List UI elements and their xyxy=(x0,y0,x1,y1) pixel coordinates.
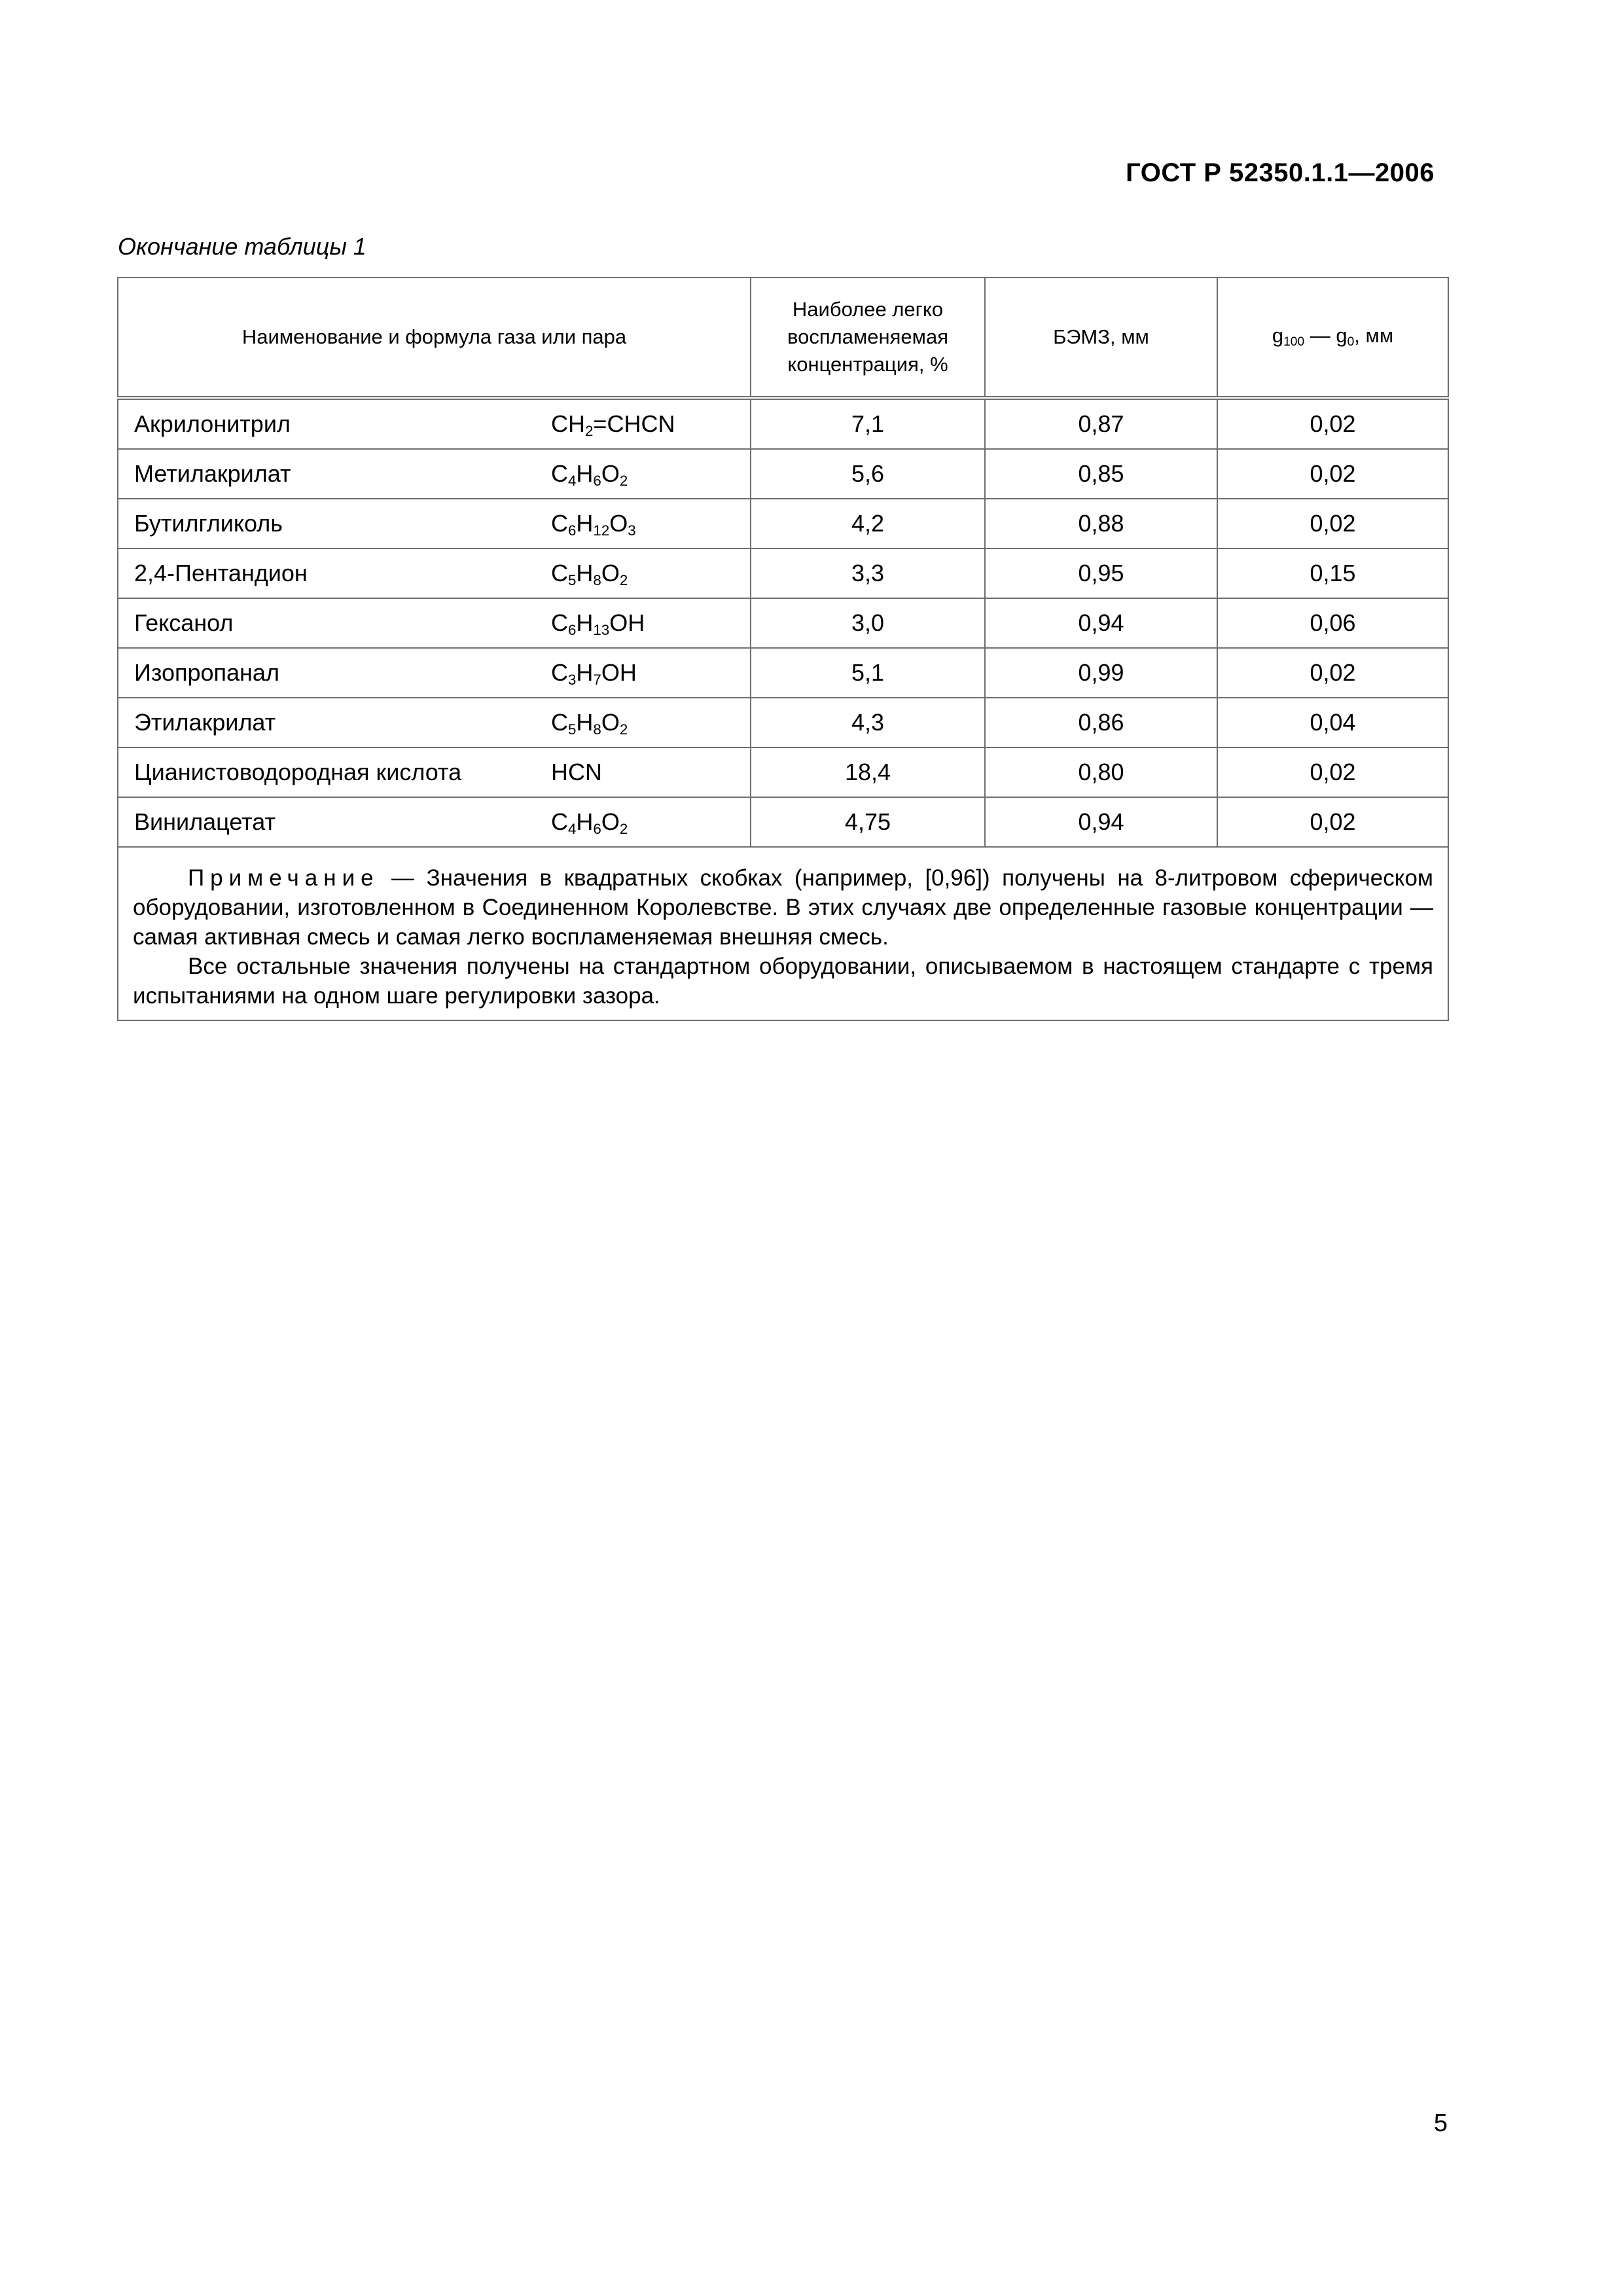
gas-formula-cell xyxy=(544,548,751,598)
bemz-cell: 0,85 xyxy=(985,449,1217,499)
concentration-cell: 5,6 xyxy=(751,449,985,499)
formula-text: H xyxy=(576,659,594,686)
concentration-cell: 3,0 xyxy=(751,598,985,648)
gas-name-cell: Винилацетат xyxy=(118,797,544,847)
formula-text: O xyxy=(601,460,620,487)
note-label: Примечание xyxy=(188,865,380,891)
concentration-cell: 5,1 xyxy=(751,648,985,698)
gap-difference-cell: 0,02 xyxy=(1217,449,1448,499)
header-bemz: БЭМЗ, мм xyxy=(985,278,1217,398)
gas-formula-cell xyxy=(544,499,751,548)
formula-text: O xyxy=(601,709,620,736)
gas-formula-cell xyxy=(544,747,751,797)
note-cell xyxy=(118,847,1448,1020)
formula-text: C xyxy=(551,709,568,736)
formula-text: O xyxy=(601,560,620,586)
formula-subscript: 7 xyxy=(593,672,601,689)
gap-difference-cell: 0,02 xyxy=(1217,797,1448,847)
bemz-cell: 0,88 xyxy=(985,499,1217,548)
table-row xyxy=(118,797,1448,847)
note-paragraph-2: Все остальные значения получены на стандартном оборудовании, описываемом в настоящем стандарте с тремя испытаниями на одном шаге регулировки зазора. xyxy=(133,954,1433,1009)
gas-name-cell: Гексанол xyxy=(118,598,544,648)
table-row xyxy=(118,648,1448,698)
table-row xyxy=(118,598,1448,648)
formula-subscript: 12 xyxy=(593,522,610,539)
formula-subscript: 6 xyxy=(593,821,601,838)
bemz-cell: 0,86 xyxy=(985,698,1217,747)
formula-text: H xyxy=(576,560,594,586)
concentration-cell: 4,3 xyxy=(751,698,985,747)
concentration-cell: 4,75 xyxy=(751,797,985,847)
gas-name-cell: Акрилонитрил xyxy=(118,398,544,449)
bemz-cell: 0,94 xyxy=(985,797,1217,847)
formula-subscript: 2 xyxy=(619,473,628,490)
header-gap-sub-0: 0 xyxy=(1347,334,1355,349)
formula-text: C xyxy=(551,460,568,487)
document-code: ГОСТ Р 52350.1.1—2006 xyxy=(1126,158,1435,187)
gas-formula-cell xyxy=(544,398,751,449)
gas-name-cell: Изопропанал xyxy=(118,648,544,698)
table-body xyxy=(118,398,1448,847)
gas-formula-cell xyxy=(544,648,751,698)
formula-subscript: 8 xyxy=(593,572,601,589)
formula-subscript: 3 xyxy=(568,672,577,689)
gas-formula-cell xyxy=(544,449,751,499)
formula-subscript: 5 xyxy=(568,572,577,589)
table-row xyxy=(118,499,1448,548)
gap-difference-cell: 0,15 xyxy=(1217,548,1448,598)
gas-formula-cell xyxy=(544,698,751,747)
table-header-row xyxy=(118,278,1448,398)
gas-name-cell: Бутилгликоль xyxy=(118,499,544,548)
formula-text: C xyxy=(551,808,568,835)
table-row xyxy=(118,449,1448,499)
formula-subscript: 2 xyxy=(619,572,628,589)
gap-difference-cell: 0,02 xyxy=(1217,398,1448,449)
formula-text: C xyxy=(551,609,568,636)
gap-difference-cell: 0,04 xyxy=(1217,698,1448,747)
formula-subscript: 4 xyxy=(568,821,577,838)
formula-text: H xyxy=(576,460,594,487)
gap-difference-cell: 0,02 xyxy=(1217,499,1448,548)
formula-subscript: 6 xyxy=(568,522,577,539)
gas-formula-cell xyxy=(544,598,751,648)
gas-formula-cell xyxy=(544,797,751,847)
formula-subscript: 2 xyxy=(585,423,594,440)
gas-name-cell: Метилакрилат xyxy=(118,449,544,499)
header-name-formula: Наименование и формула газа или пара xyxy=(118,278,751,398)
bemz-cell: 0,94 xyxy=(985,598,1217,648)
formula-subscript: 2 xyxy=(619,821,628,838)
formula-text: C xyxy=(551,560,568,586)
bemz-cell: 0,80 xyxy=(985,747,1217,797)
concentration-cell: 7,1 xyxy=(751,398,985,449)
gap-difference-cell: 0,06 xyxy=(1217,598,1448,648)
formula-subscript: 6 xyxy=(593,473,601,490)
table-row xyxy=(118,747,1448,797)
formula-text: C xyxy=(551,510,568,537)
formula-subscript: 4 xyxy=(568,473,577,490)
formula-text: O xyxy=(609,510,628,537)
formula-subscript: 6 xyxy=(568,622,577,639)
formula-text: O xyxy=(601,808,620,835)
header-gap-sub-100: 100 xyxy=(1283,334,1305,349)
formula-text: CH xyxy=(551,410,585,437)
note-text-1: — Значения в квадратных скобках (например, [0,96]) получены на 8-литровом сферическом оборудовании, изготовленном в Соединенном Королевстве. В этих случаях две определенные газовые концентрации — самая активная смесь и самая легко воспламеняемая внешняя смесь. xyxy=(133,865,1433,950)
gas-name-cell: 2,4-Пентандион xyxy=(118,548,544,598)
formula-text: H xyxy=(576,510,594,537)
formula-text: OH xyxy=(609,609,645,636)
bemz-cell: 0,95 xyxy=(985,548,1217,598)
table-row xyxy=(118,548,1448,598)
note-row xyxy=(118,847,1448,1020)
gap-difference-cell: 0,02 xyxy=(1217,648,1448,698)
concentration-cell: 4,2 xyxy=(751,499,985,548)
formula-text: C xyxy=(551,659,568,686)
table-row xyxy=(118,398,1448,449)
table-row xyxy=(118,698,1448,747)
header-gap-dash: — xyxy=(1304,323,1336,347)
bemz-cell: 0,99 xyxy=(985,648,1217,698)
formula-subscript: 2 xyxy=(619,721,628,738)
page-number: 5 xyxy=(1433,2109,1448,2137)
formula-text: H xyxy=(576,709,594,736)
formula-text: =CHCN xyxy=(593,410,675,437)
header-gap-g2: g xyxy=(1336,323,1347,347)
formula-subscript: 5 xyxy=(568,721,577,738)
bemz-cell: 0,87 xyxy=(985,398,1217,449)
formula-subscript: 13 xyxy=(593,622,610,639)
gas-properties-table xyxy=(117,277,1449,1021)
gap-difference-cell: 0,02 xyxy=(1217,747,1448,797)
formula-text: H xyxy=(576,808,594,835)
concentration-cell: 3,3 xyxy=(751,548,985,598)
gas-name-cell: Цианистоводородная кислота xyxy=(118,747,544,797)
header-concentration: Наиболее легко воспламеняемая концентрация, % xyxy=(751,278,985,398)
formula-subscript: 3 xyxy=(628,522,636,539)
formula-text: H xyxy=(576,609,594,636)
header-gap-difference xyxy=(1217,278,1448,398)
header-gap-g: g xyxy=(1272,323,1284,347)
concentration-cell: 18,4 xyxy=(751,747,985,797)
note-paragraph-1 xyxy=(133,863,1433,952)
formula-text: HCN xyxy=(551,759,602,785)
header-gap-unit: , мм xyxy=(1354,323,1394,347)
formula-text: OH xyxy=(601,659,637,686)
formula-subscript: 8 xyxy=(593,721,601,738)
gas-name-cell: Этилакрилат xyxy=(118,698,544,747)
table-caption: Окончание таблицы 1 xyxy=(118,233,366,260)
